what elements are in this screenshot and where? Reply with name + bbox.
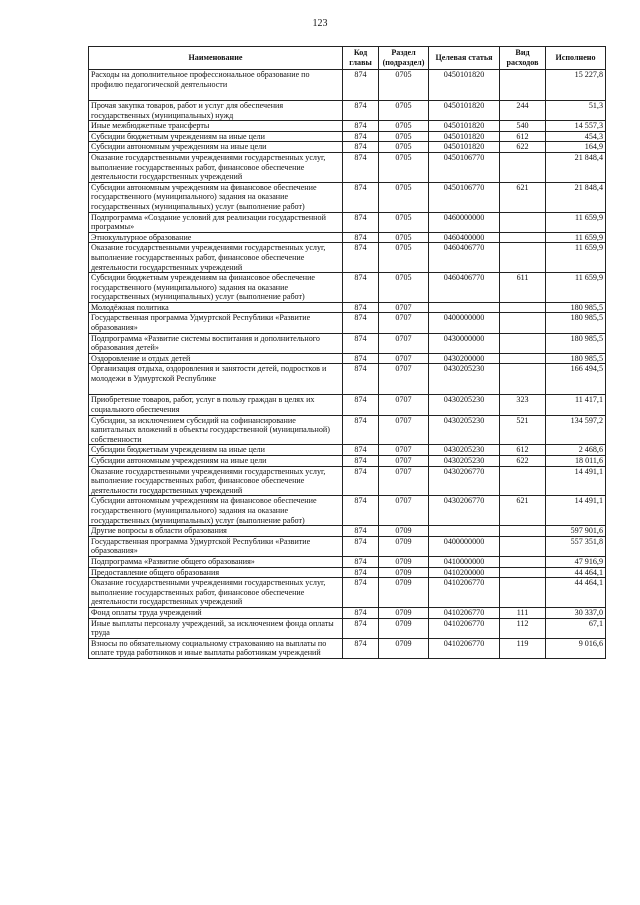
cell-section: 0709 <box>379 526 429 537</box>
cell-code: 874 <box>343 152 379 182</box>
cell-name: Субсидии бюджетным учреждениям на иные цели <box>89 445 343 456</box>
cell-name: Государственная программа Удмуртской Республики «Развитие образования» <box>89 536 343 556</box>
cell-article: 0430206770 <box>429 466 500 496</box>
cell-type: 112 <box>500 618 546 638</box>
cell-code: 874 <box>343 536 379 556</box>
cell-name: Подпрограмма «Развитие системы воспитания и дополнительного образования детей» <box>89 333 343 353</box>
table-row <box>89 364 606 395</box>
cell-type: 612 <box>500 131 546 142</box>
cell-amount: 180 985,5 <box>546 353 606 364</box>
cell-section: 0707 <box>379 466 429 496</box>
cell-name: Оказание государственными учреждениями государственных услуг, выполнение государственных работ, финансовое обеспечение деятельности государственных учреждений <box>89 152 343 182</box>
cell-article: 0460406770 <box>429 273 500 303</box>
cell-section: 0707 <box>379 456 429 467</box>
cell-code: 874 <box>343 121 379 132</box>
cell-amount: 11 659,9 <box>546 212 606 232</box>
cell-code: 874 <box>343 243 379 273</box>
cell-section: 0709 <box>379 638 429 658</box>
cell-amount: 47 916,9 <box>546 556 606 567</box>
cell-amount: 18 011,6 <box>546 456 606 467</box>
cell-article: 0410000000 <box>429 556 500 567</box>
cell-article <box>429 526 500 537</box>
cell-amount: 134 597,2 <box>546 415 606 445</box>
cell-type <box>500 526 546 537</box>
cell-amount: 166 494,5 <box>546 364 606 395</box>
cell-amount: 454,3 <box>546 131 606 142</box>
table-row <box>89 415 606 445</box>
cell-section: 0709 <box>379 567 429 578</box>
cell-type <box>500 232 546 243</box>
cell-type <box>500 364 546 395</box>
cell-code: 874 <box>343 232 379 243</box>
cell-article: 0450106770 <box>429 152 500 182</box>
cell-code: 874 <box>343 101 379 121</box>
cell-name: Подпрограмма «Создание условий для реализации государственной программы» <box>89 212 343 232</box>
cell-code: 874 <box>343 353 379 364</box>
table-row <box>89 395 606 415</box>
cell-code: 874 <box>343 456 379 467</box>
table-row <box>89 445 606 456</box>
cell-article: 0430200000 <box>429 353 500 364</box>
cell-type <box>500 152 546 182</box>
cell-article: 0430205230 <box>429 395 500 415</box>
cell-article: 0400000000 <box>429 313 500 333</box>
cell-amount: 597 901,6 <box>546 526 606 537</box>
cell-name: Субсидии автономным учреждениям на финансовое обеспечение государственного (муниципального) задания на оказание государственных (муниципальных) услуг (выполнение работ) <box>89 496 343 526</box>
cell-amount: 14 491,1 <box>546 466 606 496</box>
header-section: Раздел (подраздел) <box>379 47 429 70</box>
header-type: Вид расходов <box>500 47 546 70</box>
header-name: Наименование <box>89 47 343 70</box>
cell-article: 0410206770 <box>429 578 500 608</box>
cell-amount: 14 557,3 <box>546 121 606 132</box>
table-row <box>89 313 606 333</box>
cell-type: 521 <box>500 415 546 445</box>
cell-type <box>500 333 546 353</box>
cell-article: 0460000000 <box>429 212 500 232</box>
cell-name: Оказание государственными учреждениями государственных услуг, выполнение государственных работ, финансовое обеспечение деятельности государственных учреждений <box>89 466 343 496</box>
cell-code: 874 <box>343 273 379 303</box>
cell-section: 0705 <box>379 273 429 303</box>
cell-code: 874 <box>343 618 379 638</box>
table-row <box>89 212 606 232</box>
cell-amount: 21 848,4 <box>546 182 606 212</box>
cell-type <box>500 466 546 496</box>
cell-section: 0705 <box>379 152 429 182</box>
cell-amount: 180 985,5 <box>546 333 606 353</box>
cell-amount: 14 491,1 <box>546 496 606 526</box>
cell-section: 0707 <box>379 395 429 415</box>
table-row <box>89 101 606 121</box>
cell-section: 0707 <box>379 415 429 445</box>
cell-section: 0707 <box>379 364 429 395</box>
cell-section: 0705 <box>379 131 429 142</box>
cell-code: 874 <box>343 607 379 618</box>
cell-name: Молодёжная политика <box>89 302 343 313</box>
cell-name: Субсидии, за исключением субсидий на софинансирование капитальных вложений в объекты государственной (муниципальной) собственности <box>89 415 343 445</box>
cell-article: 0400000000 <box>429 536 500 556</box>
cell-name: Государственная программа Удмуртской Республики «Развитие образования» <box>89 313 343 333</box>
cell-name: Субсидии автономным учреждениям на иные цели <box>89 456 343 467</box>
cell-type: 622 <box>500 142 546 153</box>
cell-section: 0705 <box>379 182 429 212</box>
table-row <box>89 607 606 618</box>
cell-section: 0707 <box>379 302 429 313</box>
cell-section: 0705 <box>379 121 429 132</box>
table-row <box>89 578 606 608</box>
cell-name: Субсидии автономным учреждениям на финансовое обеспечение государственного (муниципального) задания на оказание государственных (муниципальных) услуг (выполнение работ) <box>89 182 343 212</box>
cell-code: 874 <box>343 466 379 496</box>
cell-name: Организация отдыха, оздоровления и занятости детей, подростков и молодежи в Удмуртской Республике <box>89 364 343 395</box>
cell-section: 0709 <box>379 556 429 567</box>
table-row <box>89 618 606 638</box>
cell-name: Предоставление общего образования <box>89 567 343 578</box>
table-row <box>89 567 606 578</box>
cell-name: Оздоровление и отдых детей <box>89 353 343 364</box>
cell-amount: 51,3 <box>546 101 606 121</box>
table-body <box>89 70 606 659</box>
cell-code: 874 <box>343 556 379 567</box>
cell-type: 621 <box>500 496 546 526</box>
cell-article: 0450101820 <box>429 70 500 101</box>
cell-name: Субсидии автономным учреждениям на иные цели <box>89 142 343 153</box>
cell-type: 111 <box>500 607 546 618</box>
table-row <box>89 273 606 303</box>
table-row <box>89 70 606 101</box>
cell-amount: 11 659,9 <box>546 273 606 303</box>
cell-section: 0707 <box>379 353 429 364</box>
cell-name: Иные выплаты персоналу учреждений, за исключением фонда оплаты труда <box>89 618 343 638</box>
cell-section: 0705 <box>379 212 429 232</box>
cell-section: 0705 <box>379 101 429 121</box>
cell-amount: 21 848,4 <box>546 152 606 182</box>
cell-section: 0709 <box>379 578 429 608</box>
cell-article: 0450106770 <box>429 182 500 212</box>
cell-amount: 180 985,5 <box>546 302 606 313</box>
cell-article: 0410206770 <box>429 618 500 638</box>
cell-name: Расходы на дополнительное профессиональное образование по профилю педагогической деятельности <box>89 70 343 101</box>
cell-type: 244 <box>500 101 546 121</box>
cell-amount: 557 351,8 <box>546 536 606 556</box>
cell-amount: 15 227,8 <box>546 70 606 101</box>
cell-type <box>500 243 546 273</box>
cell-article: 0460406770 <box>429 243 500 273</box>
cell-code: 874 <box>343 302 379 313</box>
table-row <box>89 353 606 364</box>
cell-name: Иные межбюджетные трансферты <box>89 121 343 132</box>
cell-type: 612 <box>500 445 546 456</box>
cell-section: 0707 <box>379 496 429 526</box>
table-row <box>89 121 606 132</box>
cell-type <box>500 353 546 364</box>
table-row <box>89 466 606 496</box>
cell-type <box>500 556 546 567</box>
table-row <box>89 536 606 556</box>
cell-type: 611 <box>500 273 546 303</box>
table-row <box>89 333 606 353</box>
cell-amount: 44 464,1 <box>546 567 606 578</box>
cell-name: Фонд оплаты труда учреждений <box>89 607 343 618</box>
cell-amount: 9 016,6 <box>546 638 606 658</box>
cell-name: Другие вопросы в области образования <box>89 526 343 537</box>
cell-code: 874 <box>343 395 379 415</box>
table-row <box>89 456 606 467</box>
cell-type <box>500 313 546 333</box>
cell-amount: 164,9 <box>546 142 606 153</box>
cell-article: 0430205230 <box>429 415 500 445</box>
cell-type: 621 <box>500 182 546 212</box>
cell-code: 874 <box>343 415 379 445</box>
cell-amount: 67,1 <box>546 618 606 638</box>
cell-article: 0430205230 <box>429 445 500 456</box>
cell-amount: 44 464,1 <box>546 578 606 608</box>
cell-code: 874 <box>343 496 379 526</box>
cell-section: 0709 <box>379 536 429 556</box>
cell-code: 874 <box>343 131 379 142</box>
cell-section: 0709 <box>379 618 429 638</box>
cell-section: 0705 <box>379 70 429 101</box>
table-header <box>89 47 606 70</box>
cell-code: 874 <box>343 313 379 333</box>
cell-article <box>429 302 500 313</box>
cell-article: 0450101820 <box>429 131 500 142</box>
table-row <box>89 556 606 567</box>
table-row <box>89 243 606 273</box>
cell-type: 119 <box>500 638 546 658</box>
cell-article: 0430205230 <box>429 364 500 395</box>
cell-code: 874 <box>343 142 379 153</box>
cell-type <box>500 578 546 608</box>
cell-article: 0430206770 <box>429 496 500 526</box>
table-row <box>89 638 606 658</box>
cell-type <box>500 70 546 101</box>
table-row <box>89 182 606 212</box>
cell-amount: 30 337,0 <box>546 607 606 618</box>
table-row <box>89 302 606 313</box>
cell-article: 0410206770 <box>429 638 500 658</box>
cell-article: 0460400000 <box>429 232 500 243</box>
cell-name: Оказание государственными учреждениями государственных услуг, выполнение государственных работ, финансовое обеспечение деятельности государственных учреждений <box>89 578 343 608</box>
cell-article: 0450101820 <box>429 142 500 153</box>
cell-article: 0450101820 <box>429 101 500 121</box>
cell-name: Этнокультурное образование <box>89 232 343 243</box>
cell-section: 0707 <box>379 445 429 456</box>
header-article: Целевая статья <box>429 47 500 70</box>
cell-amount: 11 659,9 <box>546 243 606 273</box>
cell-type <box>500 567 546 578</box>
table-row <box>89 232 606 243</box>
cell-code: 874 <box>343 445 379 456</box>
cell-name: Прочая закупка товаров, работ и услуг для обеспечения государственных (муниципальных) нужд <box>89 101 343 121</box>
cell-code: 874 <box>343 182 379 212</box>
cell-code: 874 <box>343 364 379 395</box>
table-row <box>89 496 606 526</box>
cell-amount: 180 985,5 <box>546 313 606 333</box>
cell-type: 622 <box>500 456 546 467</box>
cell-section: 0707 <box>379 313 429 333</box>
cell-article: 0430205230 <box>429 456 500 467</box>
table-row <box>89 152 606 182</box>
cell-article: 0410200000 <box>429 567 500 578</box>
cell-code: 874 <box>343 526 379 537</box>
cell-name: Субсидии бюджетным учреждениям на финансовое обеспечение государственного (муниципального) задания на оказание государственных (муниципальных) услуг (выполнение работ) <box>89 273 343 303</box>
table-row <box>89 142 606 153</box>
cell-code: 874 <box>343 638 379 658</box>
cell-code: 874 <box>343 578 379 608</box>
cell-section: 0705 <box>379 243 429 273</box>
cell-name: Оказание государственными учреждениями государственных услуг, выполнение государственных работ, финансовое обеспечение деятельности государственных учреждений <box>89 243 343 273</box>
cell-name: Взносы по обязательному социальному страхованию на выплаты по оплате труда работников и иные выплаты работникам учреждений <box>89 638 343 658</box>
cell-name: Приобретение товаров, работ, услуг в пользу граждан в целях их социального обеспечения <box>89 395 343 415</box>
cell-code: 874 <box>343 567 379 578</box>
cell-type: 540 <box>500 121 546 132</box>
cell-code: 874 <box>343 212 379 232</box>
cell-type <box>500 536 546 556</box>
cell-name: Подпрограмма «Развитие общего образования» <box>89 556 343 567</box>
cell-section: 0705 <box>379 142 429 153</box>
cell-type: 323 <box>500 395 546 415</box>
cell-section: 0709 <box>379 607 429 618</box>
cell-type <box>500 212 546 232</box>
page-number: 123 <box>312 18 328 29</box>
cell-amount: 11 417,1 <box>546 395 606 415</box>
header-amount: Исполнено <box>546 47 606 70</box>
cell-article: 0410206770 <box>429 607 500 618</box>
cell-section: 0705 <box>379 232 429 243</box>
cell-code: 874 <box>343 70 379 101</box>
table-row <box>89 131 606 142</box>
cell-name: Субсидии бюджетным учреждениям на иные цели <box>89 131 343 142</box>
header-code: Код главы <box>343 47 379 70</box>
cell-article: 0450101820 <box>429 121 500 132</box>
cell-section: 0707 <box>379 333 429 353</box>
cell-code: 874 <box>343 333 379 353</box>
cell-amount: 2 468,6 <box>546 445 606 456</box>
table-row <box>89 526 606 537</box>
budget-table <box>88 46 606 659</box>
cell-type <box>500 302 546 313</box>
cell-amount: 11 659,9 <box>546 232 606 243</box>
cell-article: 0430000000 <box>429 333 500 353</box>
